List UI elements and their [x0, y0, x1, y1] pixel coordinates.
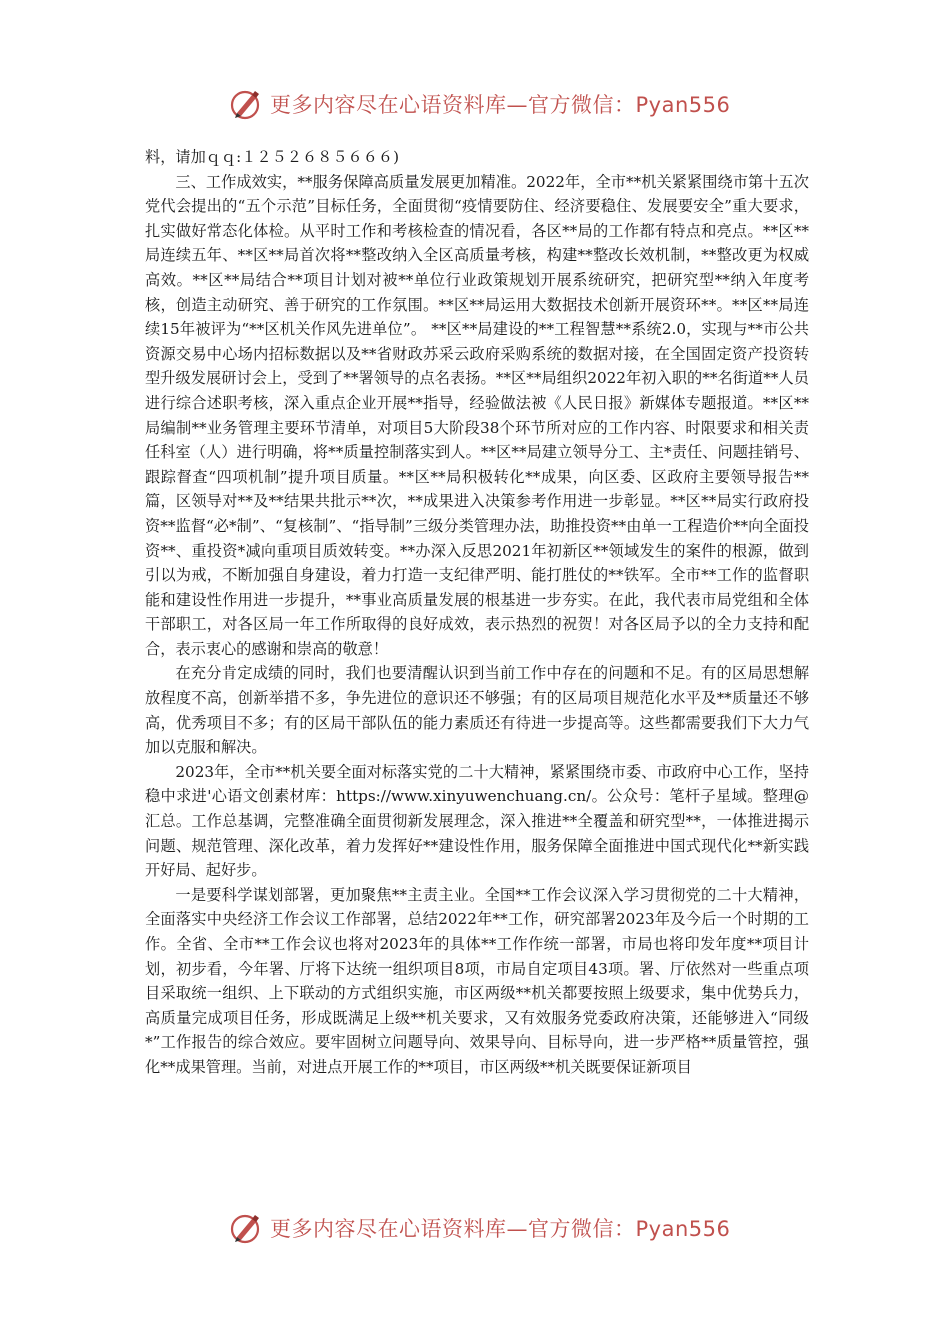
- paragraph-work-results: 三、工作成效实，**服务保障高质量发展更加精准。2022年，全市**机关紧紧围绕市第十五次党代会提出的“五个示范”目标任务，全面贯彻“疫情要防住、经济要稳住、发展要安全”重大要求，扎实做好常态化体检。从平时工作和考核检查的情况看，各区**局的工作都有特点和亮点。**区**局连续五年、**区**局首次将**整改纳入全区高质量考核，构建**整改长效机制，**整改更为权威高效。**区**局结合**项目计划对被**单位行业政策规划开展系统研究，把研究型**纳入年度考核，创造主动研究、善于研究的工作氛围。**区**局运用大数据技术创新开展资环**。**区**局连续15年被评为“**区机关作风先进单位”。 **区**局建设的**工程智慧**系统2.0，实现与**市公共资源交易中心场内招标数据以及**省财政苏采云政府采购系统的数据对接，在全国固定资产投资转型升级发展研讨会上，受到了**署领导的点名表扬。**区**局组织2022年初入职的**名街道**人员进行综合述职考核，深入重点企业开展**指导，经验做法被《人民日报》新媒体专题报道。**区**局编制**业务管理主要环节清单，对项目5大阶段38个环节所对应的工作内容、时限要求和相关责任科室（人）进行明确，将**质量控制落实到人。**区**局建立领导分工、主*责任、问题挂销号、跟踪督查“四项机制”提升项目质量。**区**局积极转化**成果，向区委、区政府主要领导报告**篇，区领导对**及**结果共批示**次，**成果进入决策参考作用进一步彰显。**区**局实行政府投资**监督“必*制”、“复核制”、“指导制”三级分类管理办法，助推投资**由单一工程造价**向全面投资**、重投资*减向重项目质效转变。**办深入反思2021年初新区**领域发生的案件的根源，做到引以为戒，不断加强自身建设，着力打造一支纪律严明、能打胜仗的**铁军。全市**工作的监督职能和建设性作用进一步提升，**事业高质量发展的根基进一步夯实。在此，我代表市局党组和全体干部职工，对各区局一年工作所取得的良好成效，表示热烈的祝贺！对各区局予以的全力支持和配合，表示衷心的感谢和崇高的敬意！: [145, 172, 809, 658]
- paragraph-2023-goals: 2023年，全市**机关要全面对标落实党的二十大精神，紧紧围绕市委、市政府中心工作，坚持稳中求进'心语文创素材库：https://www.xinyuwenchuang.cn/。公众号：笔杆子星域。整理@汇总。工作总基调，完整准确全面贯彻新发展理念，深入推进**全覆盖和研究型**，一体推进揭示问题、规范管理、深化改革，着力发挥好**建设性作用，服务保障全面推进中国式现代化**新实践开好局、起好步。: [145, 762, 809, 880]
- footer-banner: [228, 1206, 748, 1250]
- header-banner: [228, 82, 748, 126]
- paragraph-problems: 在充分肯定成绩的同时，我们也要清醒认识到当前工作中存在的问题和不足。有的区局思想解放程度不高，创新举措不多，争先进位的意识还不够强；有的区局项目规范化水平及**质量还不够高，优秀项目不多；有的区局干部队伍的能力素质还有待进一步提高等。这些都需要我们下大力气加以克服和解决。: [145, 664, 809, 757]
- footer-banner-text: 更多内容尽在心语资料库—官方微信：Pyan556: [270, 1217, 731, 1241]
- document-body: [145, 145, 809, 1080]
- pen-logo-icon: [228, 86, 264, 122]
- header-banner-text: 更多内容尽在心语资料库—官方微信：Pyan556: [270, 93, 731, 117]
- paragraph-planning: 一是要科学谋划部署，更加聚焦**主责主业。全国**工作会议深入学习贯彻党的二十大精神，全面落实中央经济工作会议工作部署，总结2022年**工作，研究部署2023年及今后一个时期的工作。全省、全市**工作会议也将对2023年的具体**工作作统一部署，市局也将印发年度**项目计划，初步看，今年署、厅将下达统一组织项目8项，市局自定项目43项。署、厅依然对一些重点项目采取统一组织、上下联动的方式组织实施，市区两级**机关都要按照上级要求，集中优势兵力，高质量完成项目任务，形成既满足上级**机关要求，又有效服务党委政府决策，还能够进入“同级*”工作报告的综合效应。要牢固树立问题导向、效果导向、目标导向，进一步严格**质量管控，强化**成果管理。当前，对进点开展工作的**项目，市区两级**机关既要保证新项目: [145, 885, 809, 1076]
- paragraph-continuation: 料，请加ｑｑ:１２５２６８５６６６): [145, 148, 400, 166]
- pen-logo-icon: [228, 1210, 264, 1246]
